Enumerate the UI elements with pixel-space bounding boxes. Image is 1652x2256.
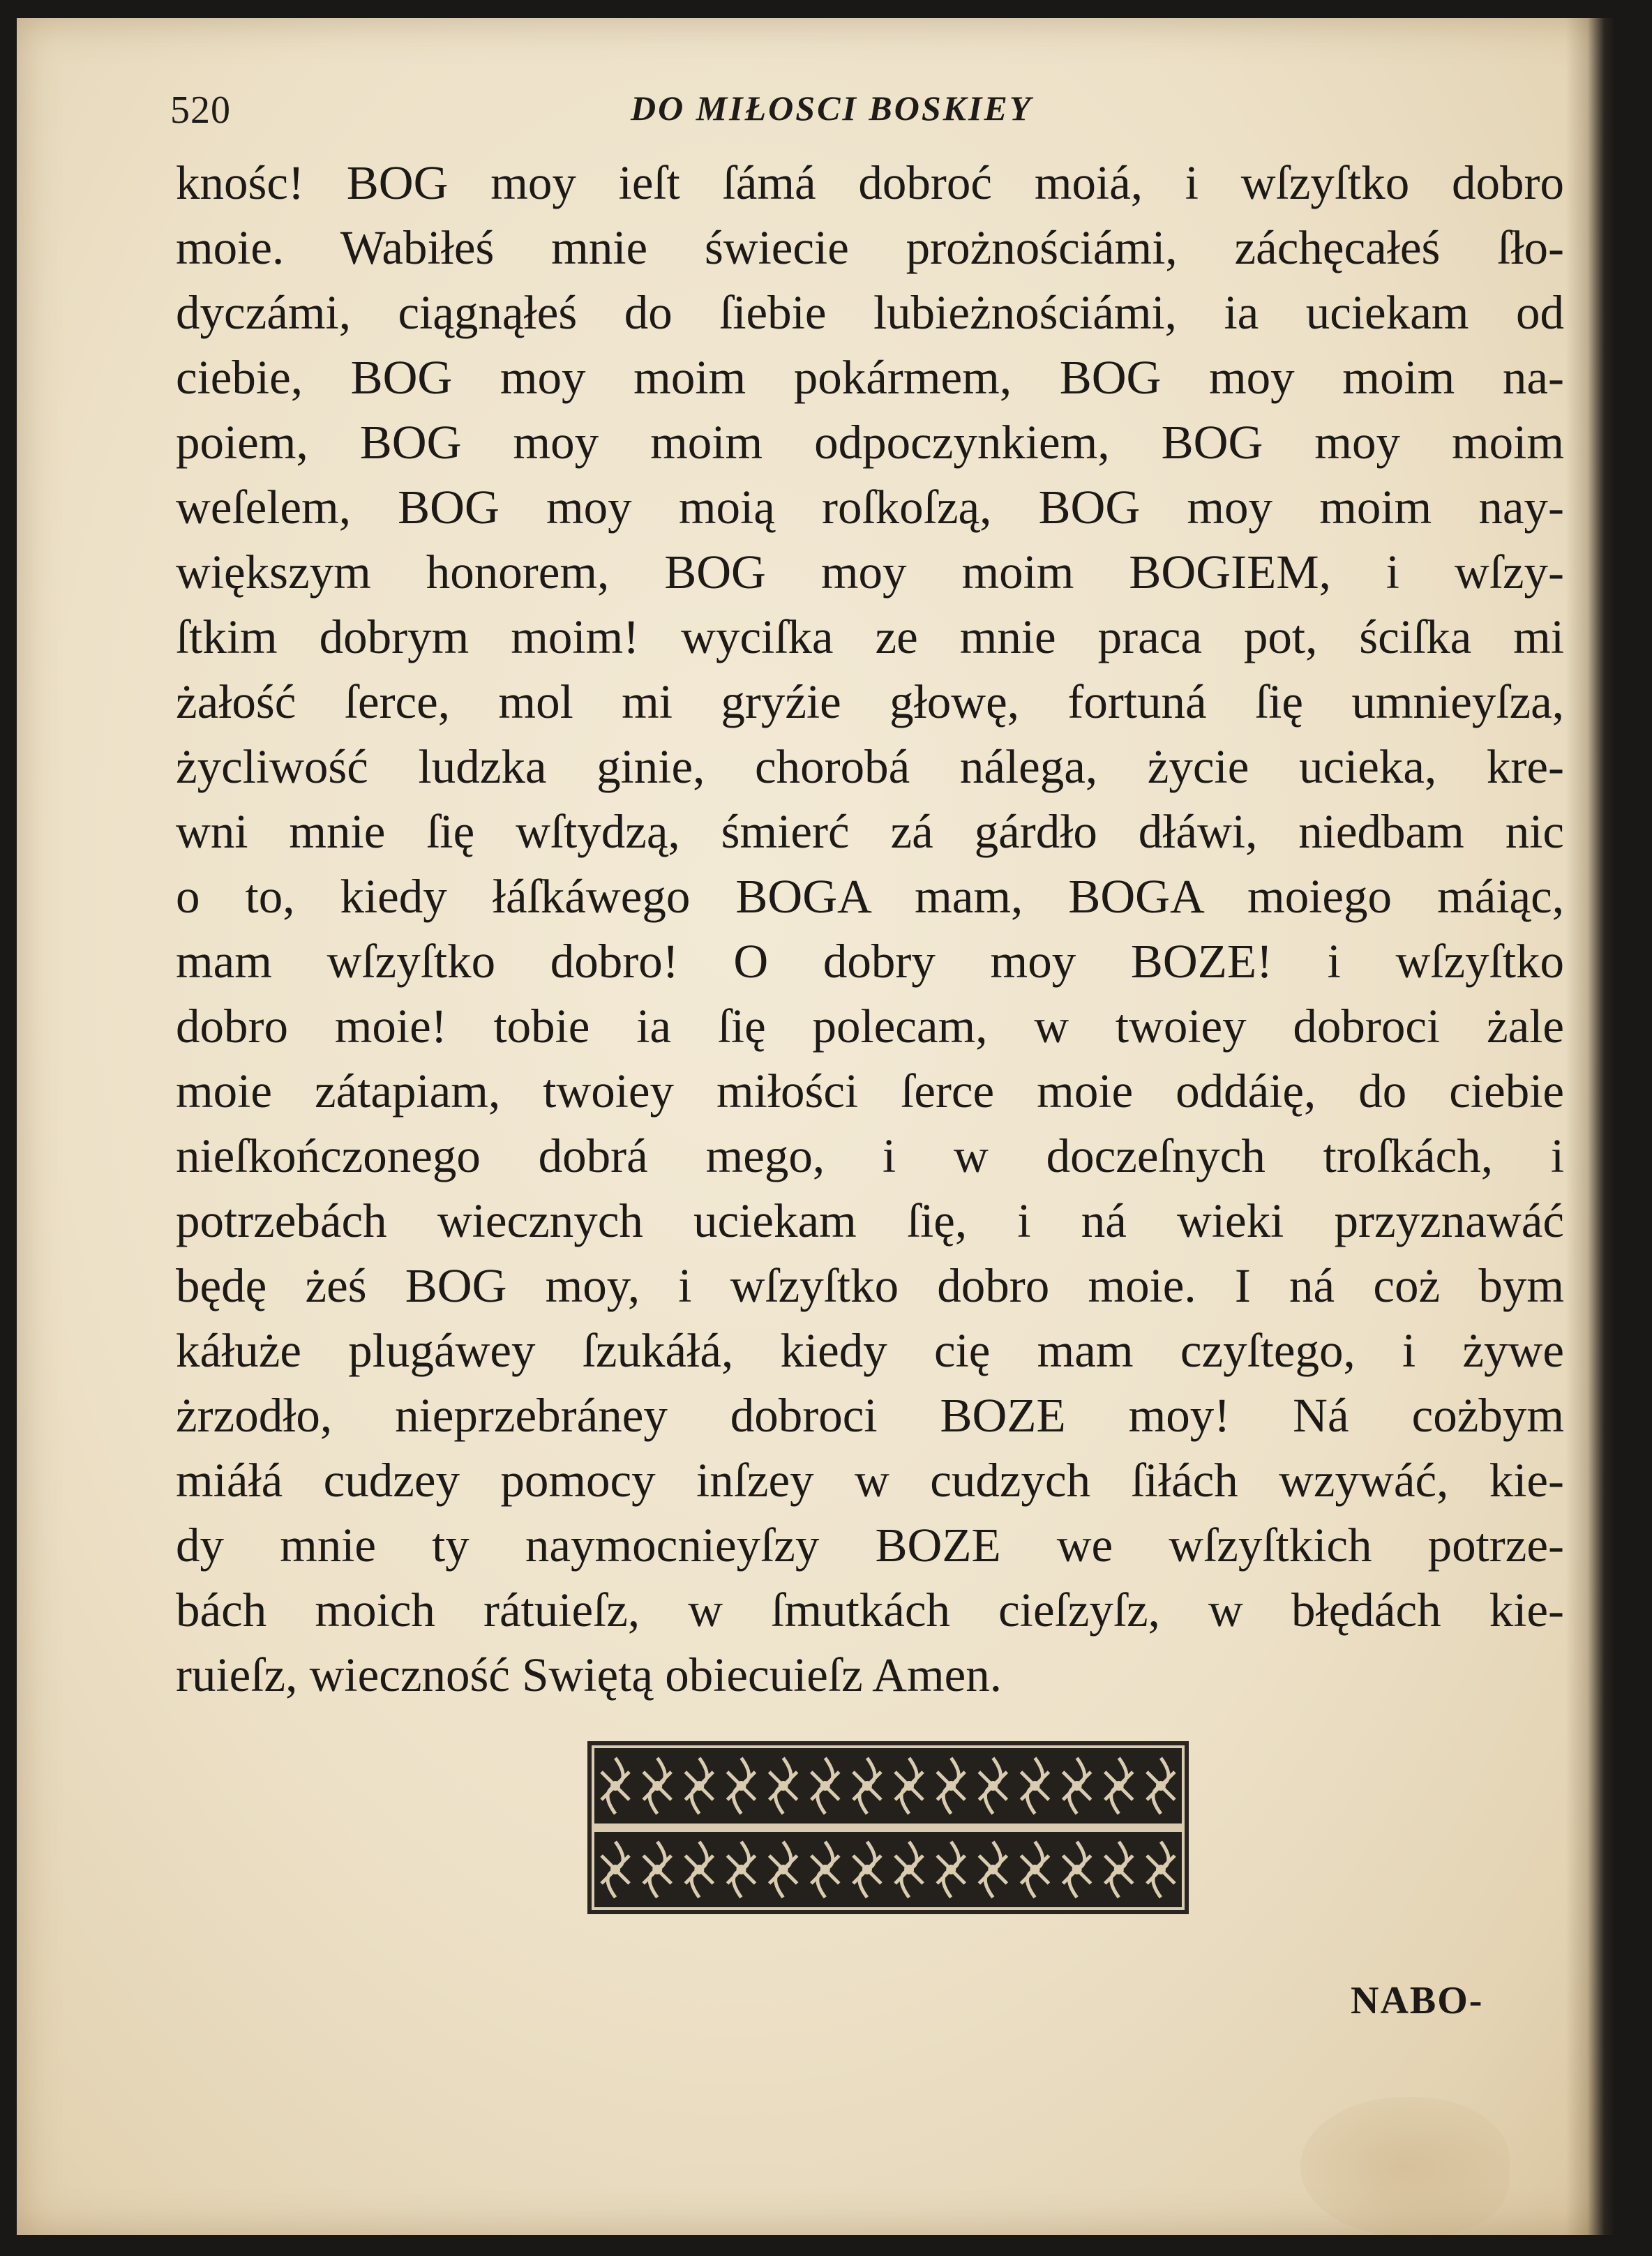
text-line: ſtkim dobrym moim! wyciſka ze mnie praca pot, ściſka mi [176, 610, 1564, 663]
text-line: poiem, BOG moy moim odpoczynkiem, BOG moy moim [176, 416, 1564, 469]
text-line: żrzodło, nieprzebráney dobroci BOZE moy! Ná cożbym [176, 1389, 1564, 1442]
text-line: życliwość ludzka ginie, chorobá nálega, życie ucieka, kre- [176, 740, 1564, 793]
text-line: moie zátapiam, twoiey miłości ſerce moie oddáię, do ciebie [176, 1065, 1564, 1118]
book-page [17, 18, 1614, 2235]
text-line: moie. Wabiłeś mnie świecie prożnościámi, záchęcałeś ſło- [176, 221, 1564, 274]
body-text [176, 151, 1564, 1708]
text-line: większym honorem, BOG moy moim BOGIEM, i wſzy- [176, 546, 1564, 599]
paper-stain [1300, 2097, 1510, 2235]
text-line: nieſkończonego dobrá mego, i w doczeſnych troſkách, i [176, 1129, 1564, 1182]
page-gutter-edge [1565, 18, 1614, 2235]
text-line: potrzebách wiecznych uciekam ſię, i ná wieki przyznawáć [176, 1194, 1564, 1247]
text-line: dyczámi, ciągnąłeś do ſiebie lubieżnościámi, ia uciekam od [176, 286, 1564, 339]
text-line: dobro moie! tobie ia ſię polecam, w twoiey dobroci żale [176, 1000, 1564, 1053]
text-line: weſelem, BOG moy moią roſkoſzą, BOG moy moim nay- [176, 481, 1564, 534]
text-line: dy mnie ty naymocnieyſzy BOZE we wſzyſtkich potrze- [176, 1519, 1564, 1572]
text-line: bách moich rátuieſz, w ſmutkách cieſzyſz, w błędách kie- [176, 1584, 1564, 1637]
text-line: knośc! BOG moy ieſt ſámá dobroć moiá, i wſzyſtko dobro [176, 156, 1564, 209]
printers-ornament-icon [587, 1741, 1189, 1914]
running-head: DO MIŁOSCI BOSKIEY [631, 89, 1033, 128]
text-line: o to, kiedy łáſkáwego BOGA mam, BOGA moiego máiąc, [176, 870, 1564, 923]
text-line: mam wſzyſtko dobro! O dobry moy BOZE! i wſzyſtko [176, 935, 1564, 988]
text-line: káłuże plugáwey ſzukáłá, kiedy cię mam czyſtego, i żywe [176, 1324, 1564, 1377]
catchword: NABO- [1351, 1979, 1484, 2022]
text-line: wni mnie ſię wſtydzą, śmierć zá gárdło dłáwi, niedbam nic [176, 805, 1564, 858]
text-line: żałość ſerce, mol mi gryźie głowę, fortuná ſię umnieyſza, [176, 675, 1564, 728]
text-line: ciebie, BOG moy moim pokármem, BOG moy moim na- [176, 351, 1564, 404]
page-number: 520 [170, 89, 231, 132]
text-line: ruieſz, wieczność Swiętą obiecuieſz Amen. [176, 1648, 1003, 1701]
text-line: będę żeś BOG moy, i wſzyſtko dobro moie. I ná coż bym [176, 1259, 1564, 1312]
text-line: miáłá cudzey pomocy inſzey w cudzych ſiłách wzywáć, kie- [176, 1454, 1564, 1507]
page-header [170, 88, 1217, 144]
